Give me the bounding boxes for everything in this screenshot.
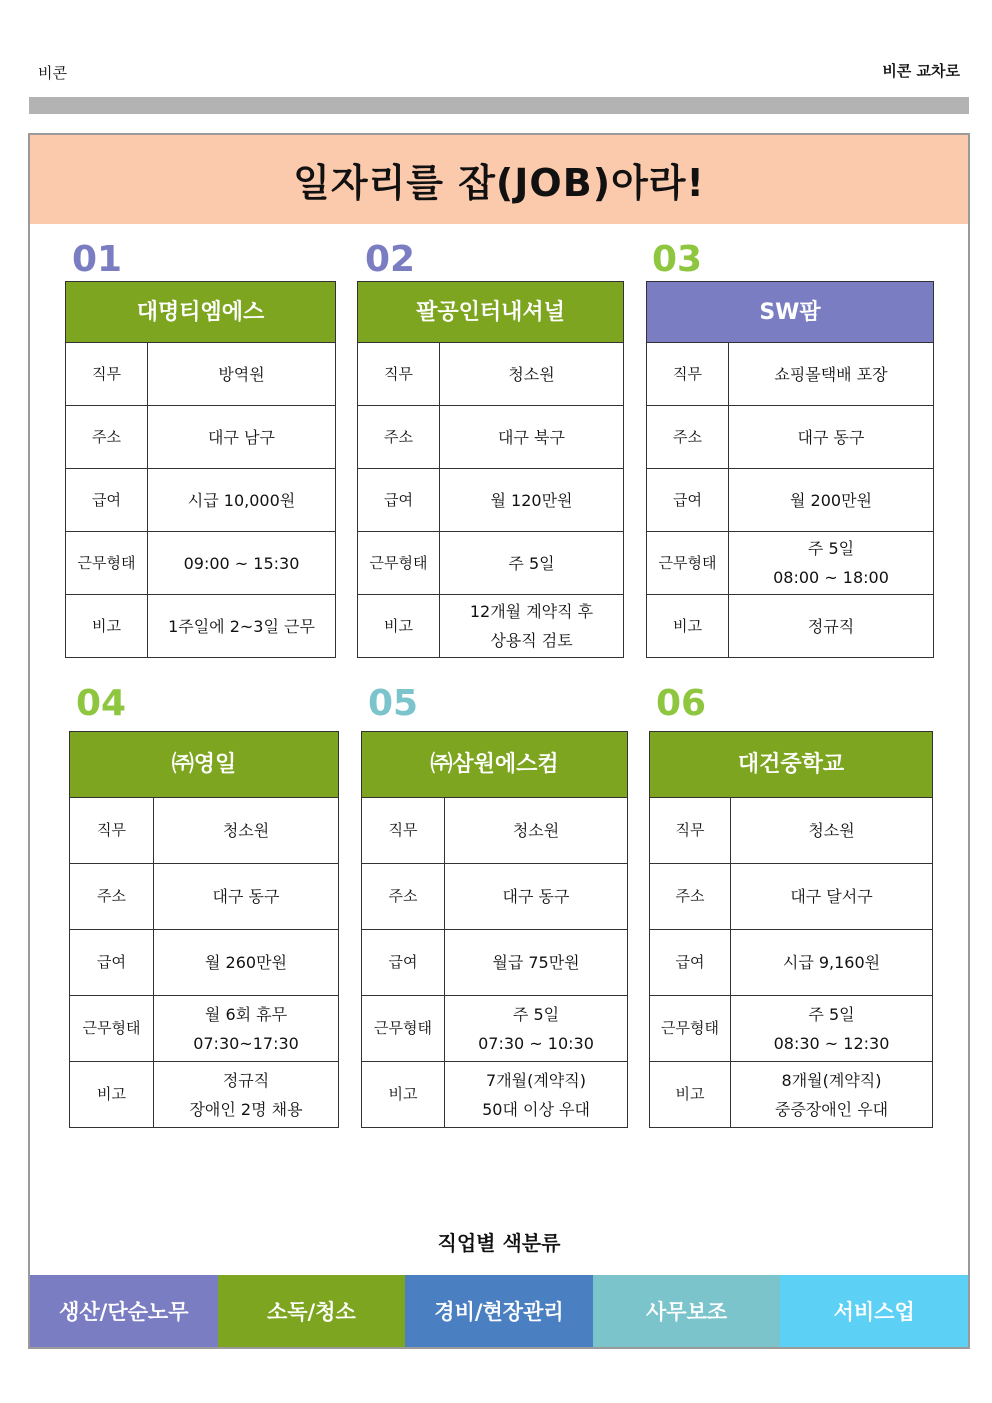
field-label: 근무형태 xyxy=(358,532,440,595)
table-row xyxy=(647,469,934,532)
header-divider-bar xyxy=(29,97,969,114)
table-row xyxy=(70,996,339,1062)
table-row xyxy=(650,864,933,930)
legend-item: 사무보조 xyxy=(593,1275,781,1347)
field-value: 주 5일 08:30 ~ 12:30 xyxy=(731,996,933,1062)
field-label: 급여 xyxy=(650,930,731,996)
legend-item: 서비스업 xyxy=(780,1275,968,1347)
legend-item: 소독/청소 xyxy=(218,1275,406,1347)
job-number-03: 03 xyxy=(652,239,703,280)
field-value: 월급 75만원 xyxy=(445,930,628,996)
table-row xyxy=(650,1062,933,1128)
field-label: 직무 xyxy=(647,343,729,406)
company-name: 대건중학교 xyxy=(650,732,933,798)
field-value: 주 5일 07:30 ~ 10:30 xyxy=(445,996,628,1062)
field-label: 직무 xyxy=(358,343,440,406)
legend-item: 생산/단순노무 xyxy=(30,1275,218,1347)
table-row xyxy=(647,406,934,469)
field-value: 청소원 xyxy=(731,798,933,864)
field-label: 비고 xyxy=(358,595,440,658)
field-value: 시급 9,160원 xyxy=(731,930,933,996)
field-label: 직무 xyxy=(66,343,148,406)
field-label: 근무형태 xyxy=(650,996,731,1062)
job-card-03 xyxy=(646,281,934,658)
table-row xyxy=(66,406,336,469)
company-name: ㈜영일 xyxy=(70,732,339,798)
job-number-06: 06 xyxy=(656,683,707,724)
page-frame xyxy=(28,133,970,1349)
field-label: 주소 xyxy=(362,864,445,930)
field-value: 월 120만원 xyxy=(440,469,624,532)
field-label: 주소 xyxy=(66,406,148,469)
field-value: 대구 동구 xyxy=(729,406,934,469)
table-row xyxy=(362,864,628,930)
job-card-02 xyxy=(357,281,624,658)
table-row xyxy=(362,930,628,996)
field-value: 대구 동구 xyxy=(154,864,339,930)
table-row xyxy=(70,798,339,864)
table-row xyxy=(70,1062,339,1128)
field-value: 방역원 xyxy=(148,343,336,406)
field-label: 비고 xyxy=(650,1062,731,1128)
field-value: 주 5일 xyxy=(440,532,624,595)
field-label: 근무형태 xyxy=(362,996,445,1062)
header-left-label: 비콘 xyxy=(38,64,67,82)
field-label: 급여 xyxy=(362,930,445,996)
field-value: 월 200만원 xyxy=(729,469,934,532)
field-value: 09:00 ~ 15:30 xyxy=(148,532,336,595)
field-label: 직무 xyxy=(650,798,731,864)
field-label: 근무형태 xyxy=(647,532,729,595)
field-value: 청소원 xyxy=(445,798,628,864)
table-row xyxy=(70,930,339,996)
table-row xyxy=(362,1062,628,1128)
table-row xyxy=(650,996,933,1062)
field-label: 주소 xyxy=(650,864,731,930)
job-number-04: 04 xyxy=(76,683,127,724)
field-value: 청소원 xyxy=(154,798,339,864)
table-row xyxy=(647,532,934,595)
field-label: 비고 xyxy=(66,595,148,658)
job-number-05: 05 xyxy=(368,683,419,724)
header-right-label: 비콘 교차로 xyxy=(882,62,960,80)
field-label: 주소 xyxy=(358,406,440,469)
table-row xyxy=(358,469,624,532)
field-label: 급여 xyxy=(358,469,440,532)
field-label: 주소 xyxy=(70,864,154,930)
legend-item: 경비/현장관리 xyxy=(405,1275,593,1347)
field-label: 급여 xyxy=(70,930,154,996)
table-row xyxy=(650,798,933,864)
field-label: 주소 xyxy=(647,406,729,469)
table-row xyxy=(66,595,336,658)
field-label: 직무 xyxy=(70,798,154,864)
table-row xyxy=(362,798,628,864)
company-name: SW팜 xyxy=(647,282,934,343)
field-value: 월 260만원 xyxy=(154,930,339,996)
field-value: 8개월(계약직) 중증장애인 우대 xyxy=(731,1062,933,1128)
field-label: 직무 xyxy=(362,798,445,864)
field-value: 대구 북구 xyxy=(440,406,624,469)
legend-title: 직업별 색분류 xyxy=(437,1231,561,1255)
page-title: 일자리를 잡(JOB)아라! xyxy=(30,135,968,224)
field-value: 청소원 xyxy=(440,343,624,406)
field-label: 비고 xyxy=(70,1062,154,1128)
job-number-02: 02 xyxy=(365,239,416,280)
field-label: 비고 xyxy=(647,595,729,658)
job-card-05 xyxy=(361,731,628,1128)
field-label: 급여 xyxy=(66,469,148,532)
field-value: 대구 달서구 xyxy=(731,864,933,930)
field-value: 월 6회 휴무 07:30~17:30 xyxy=(154,996,339,1062)
table-row xyxy=(358,343,624,406)
job-card-01 xyxy=(65,281,336,658)
field-value: 정규직 장애인 2명 채용 xyxy=(154,1062,339,1128)
table-row xyxy=(70,864,339,930)
company-name: 대명티엠에스 xyxy=(66,282,336,343)
field-value: 대구 동구 xyxy=(445,864,628,930)
field-value: 정규직 xyxy=(729,595,934,658)
field-label: 근무형태 xyxy=(66,532,148,595)
field-value: 1주일에 2~3일 근무 xyxy=(148,595,336,658)
field-value: 대구 남구 xyxy=(148,406,336,469)
job-card-06 xyxy=(649,731,933,1128)
table-row xyxy=(66,532,336,595)
field-label: 근무형태 xyxy=(70,996,154,1062)
job-number-01: 01 xyxy=(72,239,123,280)
field-label: 비고 xyxy=(362,1062,445,1128)
field-value: 12개월 계약직 후 상용직 검토 xyxy=(440,595,624,658)
field-value: 7개월(계약직) 50대 이상 우대 xyxy=(445,1062,628,1128)
job-card-04 xyxy=(69,731,339,1128)
field-value: 주 5일 08:00 ~ 18:00 xyxy=(729,532,934,595)
table-row xyxy=(647,595,934,658)
company-name: 팔공인터내셔널 xyxy=(358,282,624,343)
table-row xyxy=(362,996,628,1062)
color-legend xyxy=(30,1275,968,1347)
field-value: 쇼핑몰택배 포장 xyxy=(729,343,934,406)
table-row xyxy=(66,469,336,532)
table-row xyxy=(647,343,934,406)
field-value: 시급 10,000원 xyxy=(148,469,336,532)
company-name: ㈜삼원에스컴 xyxy=(362,732,628,798)
table-row xyxy=(358,406,624,469)
table-row xyxy=(358,532,624,595)
table-row xyxy=(358,595,624,658)
table-row xyxy=(650,930,933,996)
field-label: 급여 xyxy=(647,469,729,532)
table-row xyxy=(66,343,336,406)
